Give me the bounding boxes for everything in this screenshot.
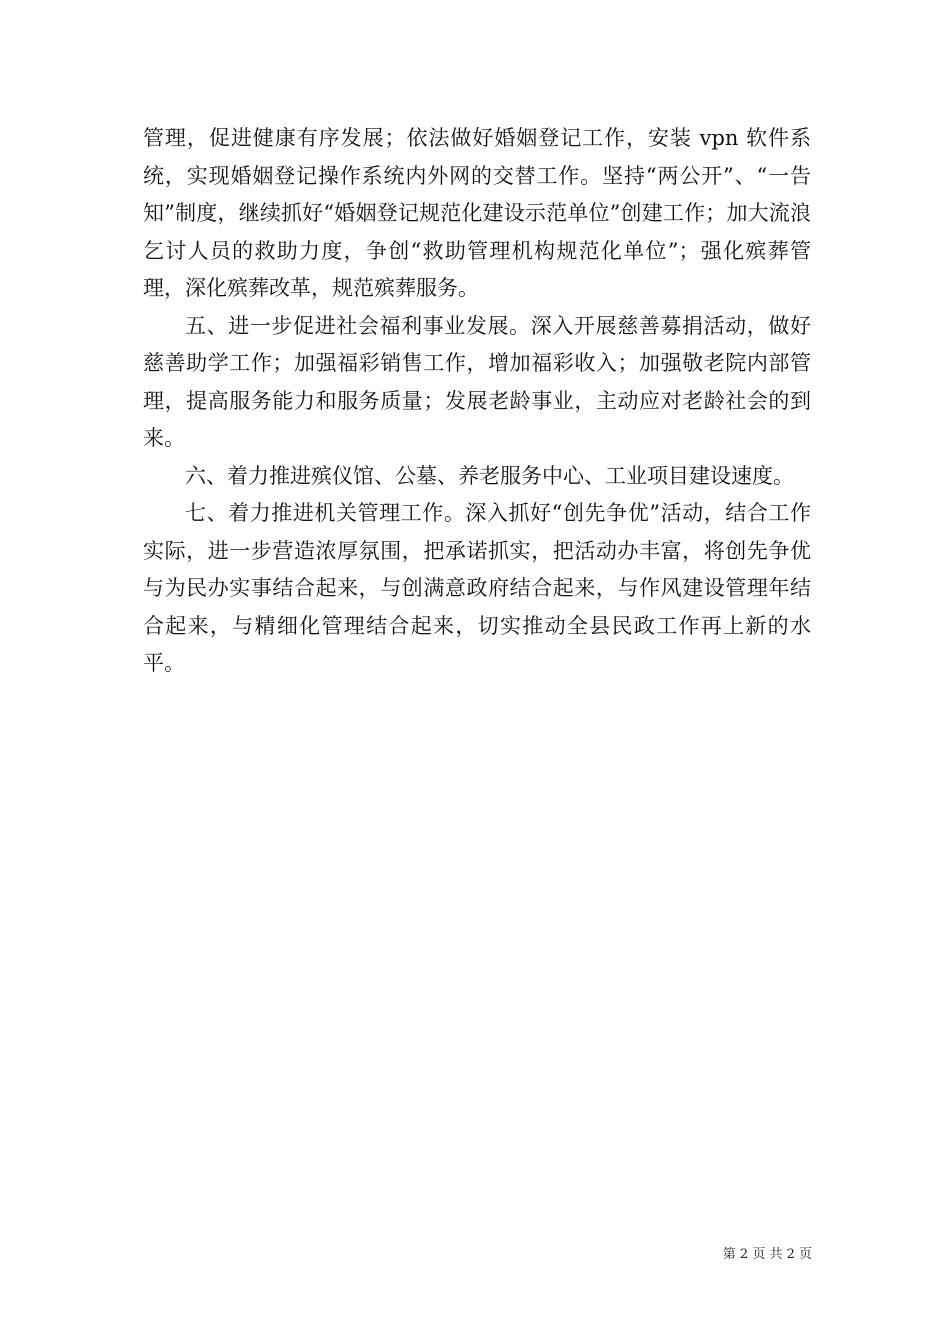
paragraph-section-six: 六、着力推进殡仪馆、公墓、养老服务中心、工业项目建设速度。 bbox=[185, 463, 794, 488]
paragraph-section-seven: 七、着力推进机关管理工作。深入抓好“创先争优”活动，结合工作实际，进一步营造浓厚氛围，把承诺抓实，把活动办丰富，将创先争优与为民办实事结合起来，与创满意政府结合起来，与作风建设管理年结合起来，与精细化管理结合起来，切实推动全县民政工作再上新的水平。 bbox=[143, 501, 811, 675]
page-number-footer: 第 2 页 共 2 页 bbox=[722, 1247, 812, 1262]
paragraph-continuation: 管理，促进健康有序发展；依法做好婚姻登记工作，安装 vpn 软件系统，实现婚姻登记操作系统内外网的交替工作。坚持“两公开”、“一告知”制度，继续抓好“婚姻登记规范化建设示范单位”创建工作；加大流浪乞讨人员的救助力度，争创“救助管理机构规范化单位”；强化殡葬管理，深化殡葬改革，规范殡葬服务。 bbox=[143, 126, 811, 300]
document-body bbox=[143, 120, 811, 683]
paragraph-section-five: 五、进一步促进社会福利事业发展。深入开展慈善募捐活动，做好慈善助学工作；加强福彩销售工作，增加福彩收入；加强敬老院内部管理，提高服务能力和服务质量；发展老龄事业，主动应对老龄社会的到来。 bbox=[143, 313, 811, 450]
